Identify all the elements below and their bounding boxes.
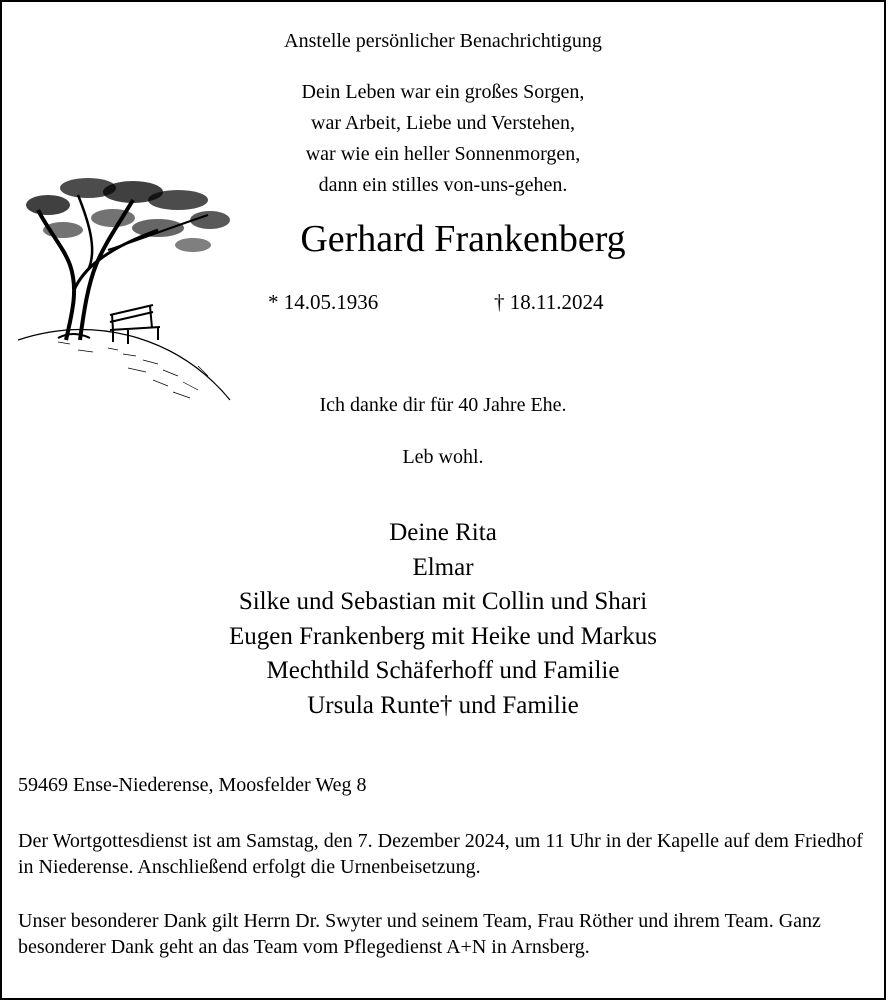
thanks-line: Ich danke dir für 40 Jahre Ehe. [319, 394, 567, 416]
mourner-entry: Silke und Sebastian mit Collin und Shari [238, 588, 648, 615]
farewell-line: Leb wohl. [402, 446, 484, 468]
mourner-entry: Mechthild Schäferhoff und Familie [266, 657, 620, 684]
birth-date: * 14.05.1936 [268, 290, 379, 314]
mourner-entry: Deine Rita [389, 519, 497, 546]
service-paragraph: Der Wortgottesdienst ist am Samstag, den 7. Dezember 2024, um 11 Uhr in der Kapelle auf dem Friedhof in Niederense. Anschließend erfolgt die Urnenbeisetzung. [18, 830, 863, 878]
death-date: † 18.11.2024 [494, 290, 604, 314]
mourner-entry: Eugen Frankenberg mit Heike und Markus [229, 622, 657, 650]
poem-line: war wie ein heller Sonnenmorgen, [305, 143, 581, 165]
poem-line: dann ein stilles von-uns-gehen. [318, 174, 568, 196]
poem-line: Dein Leben war ein großes Sorgen, [301, 81, 585, 103]
deceased-name: Gerhard Frankenberg [300, 218, 626, 260]
gratitude-paragraph: Unser besonderer Dank gilt Herrn Dr. Swyter und seinem Team, Frau Röther und ihrem Team. Ganz besonderer Dank geht an das Team vom Pflegedienst A+N in Arnsberg. [18, 910, 821, 958]
mourners-list [0, 516, 886, 723]
mourner-entry: Elmar [412, 553, 474, 581]
poem-line: war Arbeit, Liebe und Verstehen, [311, 112, 575, 134]
tree-with-bench-icon [18, 170, 233, 405]
address-line: 59469 Ense-Niederense, Moosfelder Weg 8 [18, 774, 367, 796]
intro-line: Anstelle persönlicher Benachrichtigung [284, 30, 602, 52]
mourner-entry: Ursula Runte† und Familie [307, 691, 579, 719]
